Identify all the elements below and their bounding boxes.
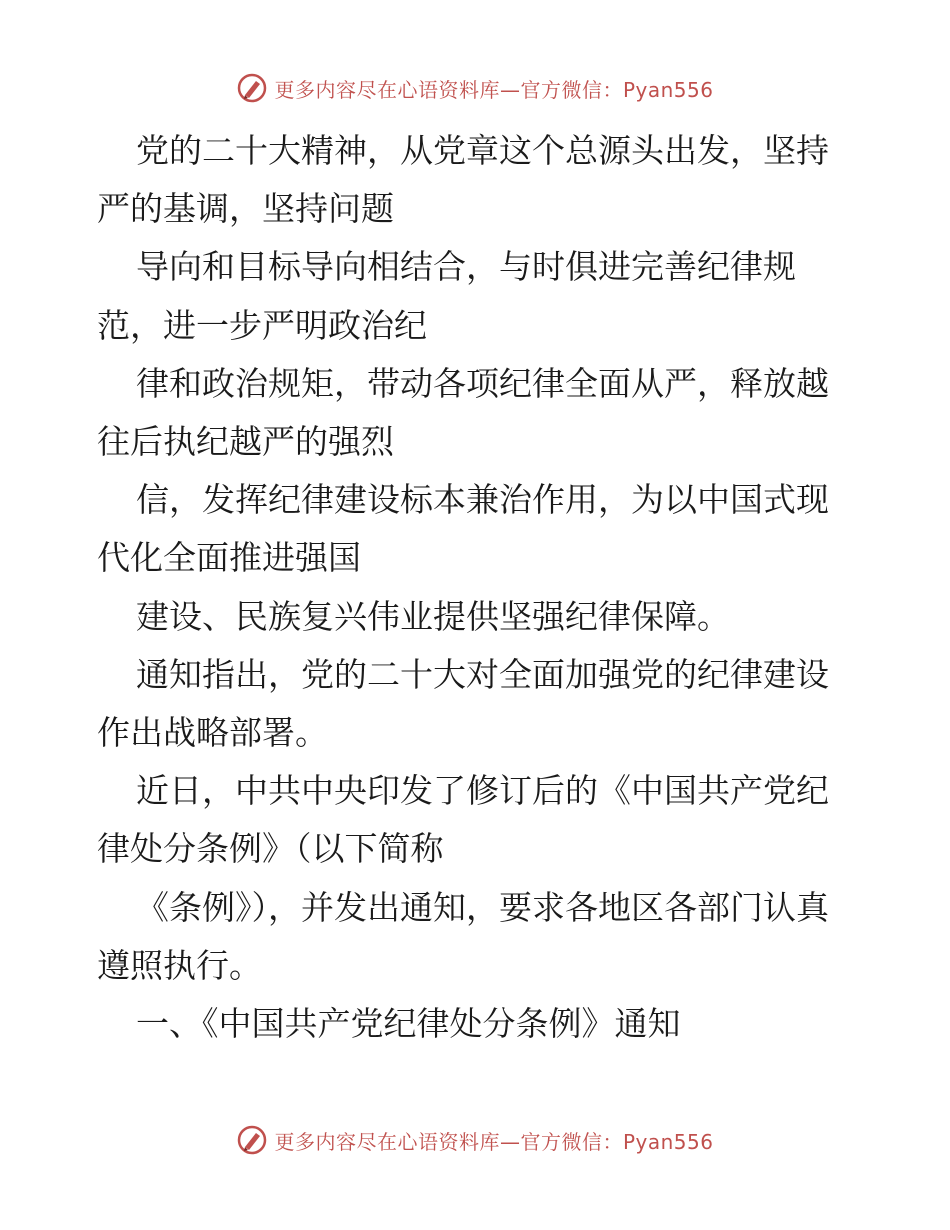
paragraph: 信，发挥纪律建设标本兼治作用，为以中国式现代化全面推进强国 (97, 480, 829, 578)
paragraph: 建设、民族复兴伟业提供坚强纪律保障。 (136, 596, 730, 636)
paragraph: 通知指出，党的二十大对全面加强党的纪律建设作出战略部署。 (97, 654, 829, 753)
watermark-text: 更多内容尽在心语资料库—官方微信：Pyan556 (274, 77, 714, 102)
pen-logo-icon (236, 1124, 268, 1156)
section-heading: 一、《中国共产党纪律处分条例》通知 (136, 1004, 681, 1044)
paragraph: 近日，中共中央印发了修订后的《中国共产党纪律处分条例》（以下简称 (97, 771, 829, 869)
watermark-text: 更多内容尽在心语资料库—官方微信：Pyan556 (274, 1129, 714, 1154)
footer-watermark (0, 1120, 950, 1160)
pen-logo-icon (236, 72, 268, 104)
paragraph: 《条例》），并发出通知，要求各地区各部门认真遵照执行。 (97, 887, 829, 985)
paragraph: 律和政治规矩，带动各项纪律全面从严，释放越往后执纪越严的强烈 (97, 363, 829, 462)
document-body (97, 122, 857, 1053)
paragraph: 导向和目标导向相结合，与时俱进完善纪律规范，进一步严明政治纪 (97, 247, 796, 345)
header-watermark (0, 68, 950, 108)
paragraph: 党的二十大精神，从党章这个总源头出发，坚持严的基调，坚持问题 (97, 131, 829, 229)
